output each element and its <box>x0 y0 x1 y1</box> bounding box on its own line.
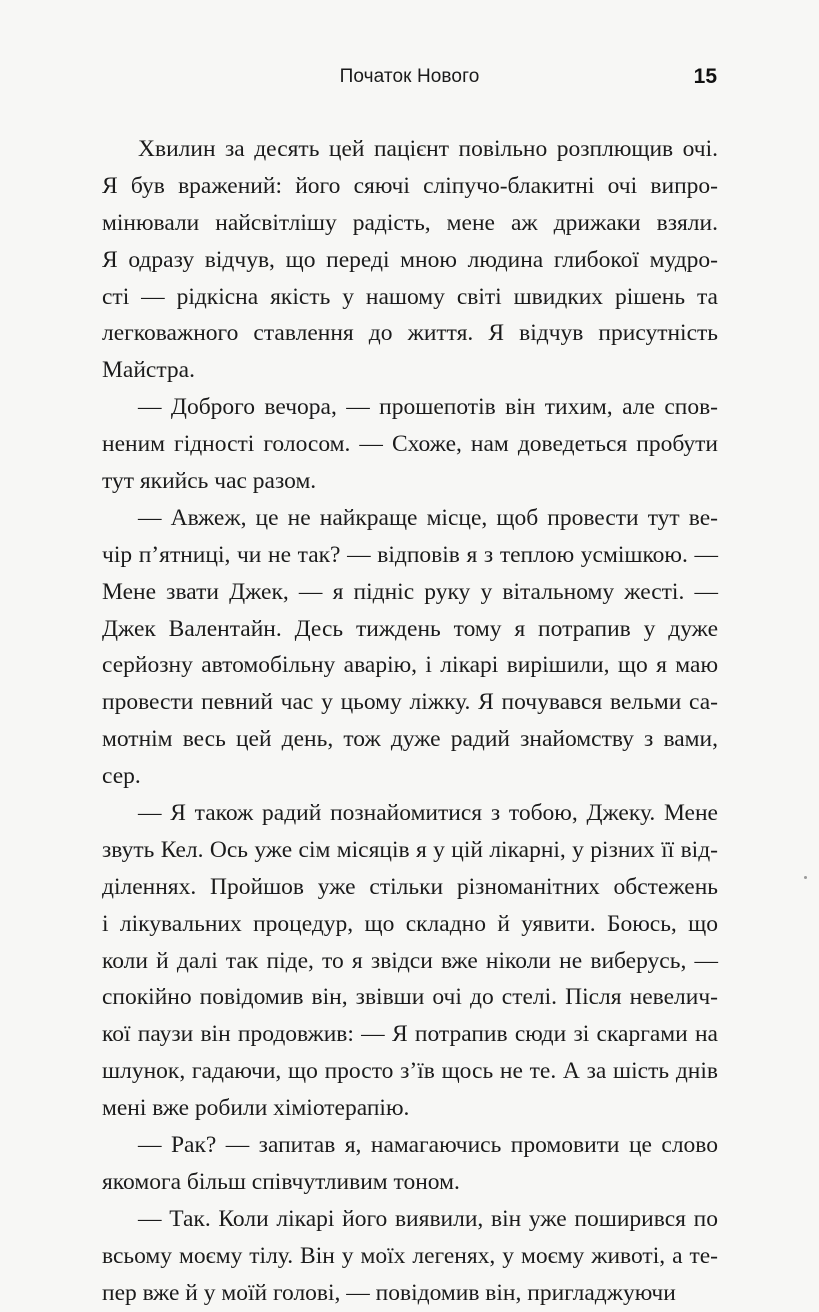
text-line: мінювали найсвітлішу радість, мене аж дрижаки взяли. <box>102 209 718 236</box>
text-line: і лікувальних процедур, що складно й уявити. Боюсь, що <box>102 910 718 937</box>
text-line: якомога більш співчутливим тоном. <box>102 1168 460 1195</box>
text-line: Хвилин за десять цей пацієнт повільно розплющив очі. <box>138 136 718 162</box>
text-line: провести певний час у цьому ліжку. Я почувався вельми са- <box>102 689 718 716</box>
running-title: Початок Нового <box>339 66 480 87</box>
text-line: мотнім весь цей день, тож дуже радий знайомству з вами, <box>102 726 718 753</box>
text-line: спокійно повідомив він, звівши очі до стелі. Після невелич- <box>102 984 718 1011</box>
paragraph <box>102 1127 718 1201</box>
text-line: — Рак? — запитав я, намагаючись промовити це слово <box>138 1132 718 1159</box>
text-line: чір п’ятниці, чи не так? — відповів я з теплою усмішкою. — <box>102 541 718 568</box>
text-line: мені вже робили хіміотерапію. <box>102 1095 410 1122</box>
text-line: сті — рідкісна якість у нашому світі швидких рішень та <box>102 283 718 310</box>
text-line: коли й далі так піде, то я звідси вже ніколи не виберусь, — <box>102 947 718 974</box>
text-line: Джек Валентайн. Десь тиждень тому я потрапив у дуже <box>102 615 718 642</box>
text-line: шлунок, гадаючи, що просто з’їв щось не те. А за шість днів <box>102 1058 718 1085</box>
text-line: Я одразу відчув, що переді мною людина глибокої мудро- <box>102 246 718 273</box>
text-line: — Я також радий познайомитися з тобою, Джеку. Мене <box>138 800 718 827</box>
text-line: Я був вражений: його сяючі сліпучо-блакитні очі випро- <box>102 172 718 199</box>
paragraph <box>102 389 718 500</box>
text-line: — Доброго вечора, — прошепотів він тихим, але спов- <box>138 394 718 421</box>
text-line: неним гідності голосом. — Схоже, нам доведеться пробути <box>102 431 718 458</box>
text-line: — Так. Коли лікарі його виявили, він уже поширився по <box>138 1205 718 1232</box>
page-number: 15 <box>693 65 717 88</box>
paragraph <box>102 131 718 389</box>
text-line: Майстра. <box>102 357 195 384</box>
text-line: сер. <box>102 763 141 790</box>
body-text <box>102 131 718 1312</box>
scan-speck <box>804 876 807 879</box>
text-line: тут якийсь час разом. <box>102 468 317 495</box>
text-line: серйозну автомобільну аварію, і лікарі вирішили, що я маю <box>102 652 718 679</box>
text-line: звуть Кел. Ось уже сім місяців я у цій лікарні, у різних її від- <box>102 836 718 863</box>
text-line: — Авжеж, це не найкраще місце, щоб провести тут ве- <box>138 504 718 531</box>
text-line: діленнях. Пройшов уже стільки різноманітних обстежень <box>102 873 718 900</box>
text-line: пер вже й у моїй голові, — повідомив він, пригладжуючи <box>102 1279 676 1306</box>
text-line: кої паузи він продовжив: — Я потрапив сюди зі скаргами на <box>102 1021 718 1048</box>
paragraph <box>102 500 718 795</box>
text-line: легковажного ставлення до життя. Я відчув присутність <box>102 320 718 347</box>
running-head <box>0 66 819 94</box>
text-line: всьому моєму тілу. Він у моїх легенях, у моєму животі, а те- <box>102 1242 718 1269</box>
text-line: Мене звати Джек, — я підніс руку у вітальному жесті. — <box>102 578 718 605</box>
paragraph <box>102 1201 718 1312</box>
paragraph <box>102 795 718 1127</box>
